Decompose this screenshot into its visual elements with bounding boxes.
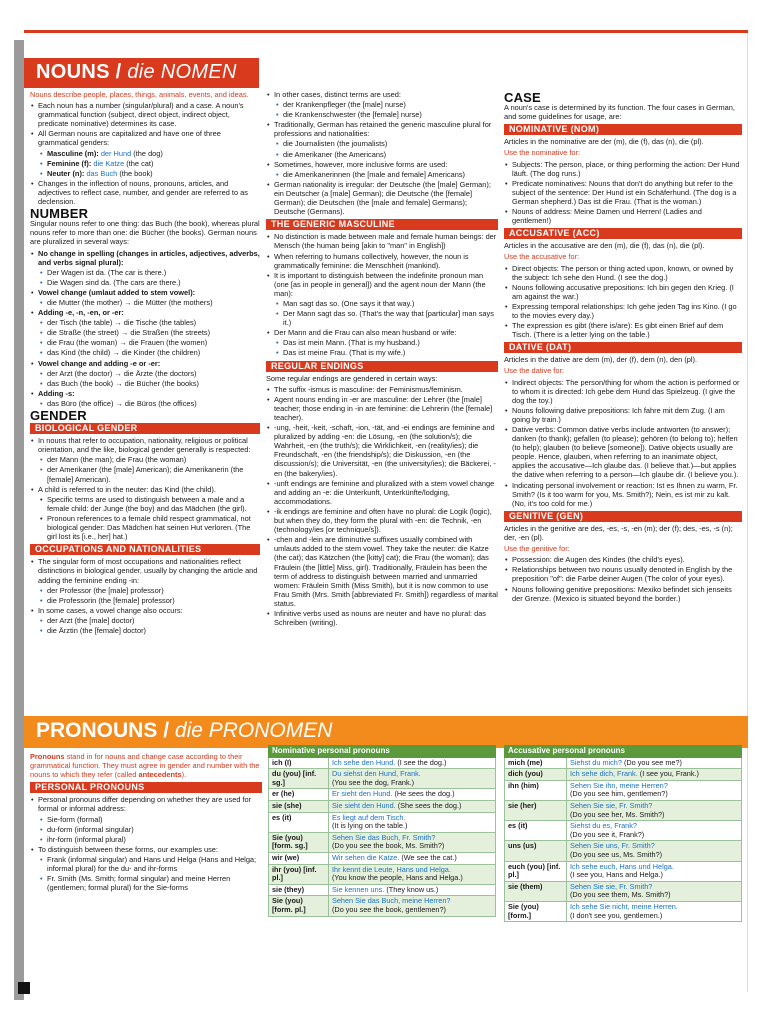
nominative-pronouns-table <box>268 745 496 917</box>
form-item: • du-form (informal singular) <box>30 825 262 834</box>
nouns-subtitle: die NOMEN <box>127 61 237 83</box>
table-row: du (you) [inf. sg.] Du siehst den Hund, Frank. (You see the dog, Frank.) <box>269 769 496 789</box>
pronouns-column <box>30 752 262 912</box>
list-item: • Subjects: The person, place, or thing performing the action: Der Hund läuft. (The dog runs.) <box>504 160 742 178</box>
nouns-banner <box>24 58 259 88</box>
list-item: • Possession: die Augen des Kindes (the child's eyes). <box>504 555 742 564</box>
dat-use: Use the dative for: <box>504 366 564 376</box>
case-intro: A noun's case is determined by its function. The four cases in German, and some guidelines for usage, are: <box>504 103 735 122</box>
gen-list <box>504 555 742 602</box>
number-heading: NUMBER <box>30 206 89 222</box>
list-item: • No change in spelling (changes in articles, adjectives, adverbs, and verbs signal plural): <box>30 249 260 267</box>
list-item: • Nouns following genitive prepositions: Mexiko befindet sich jenseits der Grenze. (Mexico is situated beyond the border.) <box>504 585 742 603</box>
example-item: • Die Wagen sind da. (The cars are there.) <box>30 278 260 287</box>
form-item: • ihr-form (informal plural) <box>30 835 262 844</box>
table-row: wir (we) Wir sehen die Katze. (We see the cat.) <box>269 852 496 864</box>
regular-intro: Some regular endings are gendered in certain ways: <box>266 373 438 383</box>
nouns-bullets <box>30 101 260 206</box>
genitive-bar: GENITIVE (GEN) <box>504 511 742 522</box>
gender-item: • Masculine (m): der Hund (the dog) <box>30 149 260 158</box>
example-item: • die Ärztin (the [female] doctor) <box>30 626 260 635</box>
example-item: • die Straße (the street) → die Straßen (the streets) <box>30 328 260 337</box>
example-item: • das Kind (the child) → die Kinder (the children) <box>30 348 260 357</box>
table-header: Accusative personal pronouns <box>505 746 742 758</box>
pronouns-subtitle: die PRONOMEN <box>174 719 333 742</box>
table-row: euch (you) [inf. pl.] Ich sehe euch, Hans und Helga. (I see you, Hans and Helga.) <box>505 861 742 881</box>
list-item: • Vowel change and adding -e or -er: <box>30 359 260 368</box>
case-heading: CASE <box>504 90 541 105</box>
example-item: • die Amerikanerinnen (the [male and female] Americans) <box>266 170 498 179</box>
list-item: • Der Mann and die Frau can also mean husband or wife: <box>266 328 498 337</box>
regular-list <box>266 385 498 627</box>
list-item: • Agent nouns ending in -er are masculine: der Lehrer (the [male] teacher; those ending in -in are feminine: die Lehrerin (the [female] teacher). <box>266 395 498 422</box>
accusative-pronouns-table <box>504 745 742 922</box>
list-item: • Adding -s: <box>30 389 260 398</box>
list-item: • In other cases, distinct terms are used: <box>266 90 498 99</box>
dat-intro: Articles in the dative are dem (m), der (f), dem (n), den (pl). <box>504 355 698 365</box>
table-row: mich (me) Siehst du mich? (Do you see me?) <box>505 757 742 769</box>
example-item: • Das ist mein Mann. (That is my husband.) <box>266 338 498 347</box>
table-row: sie (they) Sie kennen uns. (They know us.) <box>269 884 496 896</box>
list-item: • It is important to distinguish between the indefinite pronoun man (one [as in people in general]) and the agent noun der Mann (the man): <box>266 271 498 298</box>
pronouns-banner <box>24 716 748 748</box>
gen-use: Use the genitive for: <box>504 544 570 554</box>
list-item: • Nouns of address: Meine Damen und Herren! (Ladies and gentlemen!) <box>504 207 742 225</box>
bio-list <box>30 436 260 541</box>
gender-heading: GENDER <box>30 408 87 423</box>
table-row: es (it) Siehst du es, Frank? (Do you see it, Frank?) <box>505 821 742 841</box>
list-item: • To distinguish between these forms, our examples use: <box>30 845 262 854</box>
list-item: • Nouns following dative prepositions: Ich fahre mit dem Zug. (I am going by train.) <box>504 406 742 424</box>
table-row: Sie (you) [form. pl.] Sehen Sie das Buch, meine Herren? (Do you see the book, gentlemen?) <box>269 896 496 916</box>
table-row: dich (you) Ich sehe dich, Frank. (I see you, Frank.) <box>505 769 742 781</box>
example-item: • die Krankenschwester (the [female] nurse) <box>266 110 498 119</box>
table-row: es (it) Es liegt auf dem Tisch. (It is lying on the table.) <box>269 812 496 832</box>
nom-intro: Articles in the nominative are der (m), die (f), das (n), die (pl). <box>504 137 704 147</box>
list-item: • -chen and -lein are diminutive suffixes usually combined with umlauts added to the stem vowel. They take the neuter: die Katze (the cat); das Kätzchen (the [kitty] cat); die Frau (the woman); das Fräulein (the [little] Miss, girl). Traditionally, Fräulein has been the term of address to distinguish between married and unmarried women: Fräulein Smith (Miss Smith), but it is now common to use Frau Smith (Mrs. Smith [abbreviated Fr. Smith]) regardless of marital status. <box>266 535 498 608</box>
generic-masculine-bar: THE GENERIC MASCULINE <box>266 219 498 230</box>
list-item: • Vowel change (umlaut added to stem vowel): <box>30 288 260 297</box>
personal-pronouns-list <box>30 795 262 892</box>
example-item: • der Amerikaner (the [male] American); die Amerikanerin (the [female] American). <box>30 465 260 483</box>
list-item: • A child is referred to in the neuter: das Kind (the child). <box>30 485 260 494</box>
example-item: • Das ist meine Frau. (That is my wife.) <box>266 348 498 357</box>
list-item: • All German nouns are capitalized and have one of three grammatical genders: <box>30 129 260 147</box>
nouns-title: NOUNS <box>36 61 110 83</box>
personal-pronouns-bar: PERSONAL PRONOUNS <box>30 782 262 793</box>
example-item: • die Mutter (the mother) → die Mütter (the mothers) <box>30 298 260 307</box>
number-intro: Singular nouns refer to one thing: das Buch (the book), whereas plural nouns refer to more than one: die Bücher (the books). German nouns are pluralized in several ways: <box>30 219 260 247</box>
list-item: • Dative verbs: Common dative verbs include antworten (to answer); danken (to thank); gefallen (to please); gehören (to belong to); helfen (to help); glauben (to believe [someone]). Dative objects usually are people. Hence, glauben, when referring to an inanimate object, applies the accusative—Ich glaube das. (I believe that.)—but applies the dative when referring to a person—Ich glaube dir. (I believe you.). <box>504 425 742 480</box>
nouns-intro: Nouns describe people, places, things, animals, events, and ideas. <box>30 90 249 99</box>
list-item: • Predicate nominatives: Nouns that don't do anything but refer to the subject of the sentence: Der Hund ist ein Schäferhund. (The dog is a German shepherd.) Das ist die Frau. (That is the woman.) <box>504 179 742 206</box>
example-item: • die Frau (the woman) → die Frauen (the women) <box>30 338 260 347</box>
table-row: Sie (you) [form. sg.] Sehen Sie das Buch, Fr. Smith? (Do you see the book, Ms. Smith?) <box>269 832 496 852</box>
list-item: • Indicating personal involvement or reaction: Ist es Ihnen zu warm, Fr. Smith? (Is it too warm for you, Ms. Smith?); Nein, es ist mir zu kalt. (No, it's too cold for me.) <box>504 481 742 508</box>
table-row: uns (us) Sehen Sie uns, Fr. Smith? (Do you see us, Ms. Smith?) <box>505 841 742 861</box>
list-item: • When referring to humans collectively, however, the noun is grammatically feminine: die Menschheit (mankind). <box>266 252 498 270</box>
list-item: • In nouns that refer to occupation, nationality, religious or political orientation, and the like, biological gender generally is respected: <box>30 436 260 454</box>
list-item: • Changes in the inflection of nouns, pronouns, articles, and adjectives to reflect case, number, and gender are referred to as declension. <box>30 179 260 206</box>
gender-item: • Neuter (n): das Buch (the book) <box>30 169 260 178</box>
list-item: • Expressing temporal relationships: Ich gehe jeden Tag ins Kino. (I go to the movies every day.) <box>504 302 742 320</box>
example-item: • Specific terms are used to distinguish between a male and a female child: der Junge (the boy) and das Mädchen (the girl). <box>30 495 260 513</box>
generic-list <box>266 232 498 357</box>
occupations-bar: OCCUPATIONS AND NATIONALITIES <box>30 544 260 555</box>
nom-use: Use the nominative for: <box>504 148 580 158</box>
table-row: sie (she) Sie sieht den Hund. (She sees the dog.) <box>269 800 496 812</box>
example-item: • Fr. Smith (Ms. Smith; formal singular) and meine Herren (gentlemen; formal plural) for the Sie-forms <box>30 874 262 892</box>
nom-list <box>504 160 742 226</box>
example-item: • die Journalisten (the journalists) <box>266 139 498 148</box>
list-item: • Direct objects: The person or thing acted upon, known, or owned by the subject: Ich sehe den Hund. (I see the dog.) <box>504 264 742 282</box>
example-item: • Pronoun references to a female child respect grammatical, not biological gender: Das Mädchen hat seinen Hut verloren. (The girl lost its [i.e., her] hat.) <box>30 514 260 541</box>
list-item: • No distinction is made between male and female human beings: der Mensch (the human being [akin to "man" in English]) <box>266 232 498 250</box>
acc-use: Use the accusative for: <box>504 252 580 262</box>
nouns-column-1 <box>30 90 260 714</box>
list-item: • Indirect objects: The person/thing for whom the action is performed or to whom it is directed: Ich gebe dem Hund das Spielzeug. (I give the dog the toy.) <box>504 378 742 405</box>
acc-intro: Articles in the accusative are den (m), die (f), das (n), die (pl). <box>504 241 705 251</box>
example-item: • der Krankenpfleger (the [male] nurse) <box>266 100 498 109</box>
table-row: ihn (him) Sehen Sie ihn, meine Herren? (Do you see him, gentlemen?) <box>505 780 742 800</box>
table-row: Sie (you) [form.] Ich sehe Sie nicht, meine Herren. (I don't see you, gentlemen.) <box>505 901 742 921</box>
example-item: • Der Mann sagt das so. (That's the way that [particular] man says it.) <box>266 309 498 327</box>
table-row: sie (her) Sehen Sie sie, Fr. Smith? (Do you see her, Ms. Smith?) <box>505 800 742 820</box>
table-row: ihr (you) [inf. pl.] Ihr kennt die Leute, Hans und Helga. (You know the people, Hans and Helga.) <box>269 864 496 884</box>
table-row: er (he) Er sieht den Hund. (He sees the dog.) <box>269 789 496 801</box>
form-item: • Sie-form (formal) <box>30 815 262 824</box>
example-item: • Man sagt das so. (One says it that way.) <box>266 299 498 308</box>
list-item: • In some cases, a vowel change also occurs: <box>30 606 260 615</box>
example-item: • der Professor (the [male] professor) <box>30 586 260 595</box>
list-item: • -ung, -heit, -keit, -schaft, -ion, -tät, and -ei endings are feminine and pluralized by adding -en: die Lösung, -en (the solution/s); die Wahrheit, -en (the truth/s); die Wirklichkeit, -en (reality/ies); die Freundschaft, -en (the friendship/s); die Diskussion, -en (the discussion/s); die Universität, -en (the university/ies); die Bäckerei, -en (the bakery/ies). <box>266 423 498 478</box>
nouns-slash: / <box>115 61 122 83</box>
list-item: • The singular form of most occupations and nationalities reflect distinctions in biological gender, usually by changing the article and adding the feminine ending -in: <box>30 557 260 584</box>
pronouns-intro: Pronouns stand in for nouns and change case according to their grammatical function. They must agree in gender and number with the nouns to which they refer (called antecedents). <box>30 752 260 780</box>
accusative-bar: ACCUSATIVE (ACC) <box>504 228 742 239</box>
example-item: • die Professorin (the [female] professor) <box>30 596 260 605</box>
example-item: • der Arzt (the doctor) → die Ärzte (the doctors) <box>30 369 260 378</box>
nouns-column-2 <box>266 90 498 714</box>
example-item: • der Tisch (the table) → die Tische (the tables) <box>30 318 260 327</box>
top-red-rule <box>24 30 748 33</box>
dat-list <box>504 378 742 508</box>
example-item: • die Amerikaner (the Americans) <box>266 150 498 159</box>
acc-list <box>504 264 742 340</box>
gender-item: • Feminine (f): die Katze (the cat) <box>30 159 260 168</box>
example-item: • Frank (informal singular) and Hans und Helga (Hans and Helga; informal plural) for the du- and ihr-forms <box>30 855 262 873</box>
list-item: • Relationships between two nouns usually denoted in English by the preposition "of": die Farbe deiner Augen (The color of your eyes). <box>504 565 742 583</box>
list-item: • Infinitive verbs used as nouns are neuter and have no plural: das Schreiben (writing). <box>266 609 498 627</box>
occupations-list <box>30 557 260 635</box>
table-row: sie (them) Sehen Sie sie, Fr. Smith? (Do you see them, Ms. Smith?) <box>505 881 742 901</box>
corner-tab <box>18 982 30 994</box>
list-item: • The expression es gibt (there is/are): Es gibt einen Brief auf dem Tisch. (There is a letter lying on the table.) <box>504 321 742 339</box>
list-item: • German nationality is irregular: der Deutsche (the [male] German); ein Deutscher (a [male] German); die Deutsche (the [female] German); die Deutschen (the [male and female] Germans); Deutsche (Germans). <box>266 180 498 216</box>
list-item: • Sometimes, however, more inclusive forms are used: <box>266 160 498 169</box>
list-item: • Personal pronouns differ depending on whether they are used for formal or informal address: <box>30 795 262 813</box>
example-item: • das Büro (the office) → die Büros (the offices) <box>30 399 260 408</box>
example-item: • das Buch (the book) → die Bücher (the books) <box>30 379 260 388</box>
nominative-bar: NOMINATIVE (NOM) <box>504 124 742 135</box>
list-item: • -ik endings are feminine and often have no plural: die Logik (logic), but when they do, they form the plural with -en: die Technik, -en (technology/ies [or technique/s]). <box>266 507 498 534</box>
page-edge-shadow <box>14 40 24 1000</box>
list-item: • Traditionally, German has retained the generic masculine plural for professions and nationalities: <box>266 120 498 138</box>
example-item: • der Mann (the man); die Frau (the woman) <box>30 455 260 464</box>
list-item: • Each noun has a number (singular/plural) and a case. A noun's grammatical function (subject, direct object, indirect object, predicate nominative) determines its case. <box>30 101 260 128</box>
pronouns-slash: / <box>163 719 170 742</box>
plural-ways-list <box>30 249 260 409</box>
example-item: • Der Wagen ist da. (The car is there.) <box>30 268 260 277</box>
biological-gender-bar: BIOLOGICAL GENDER <box>30 423 260 434</box>
gen-intro: Articles in the genitive are des, -es, -s, -en (m); der (f); des, -es, -s (n); der, -en (pl). <box>504 523 733 543</box>
list-item: • Adding -e, -n, -en, or -er: <box>30 308 260 317</box>
dative-bar: DATIVE (DAT) <box>504 342 742 353</box>
regular-endings-bar: REGULAR ENDINGS <box>266 361 498 372</box>
case-column <box>504 90 742 714</box>
list-item: • -unft endings are feminine and pluralized with a stem vowel change and adding an -e: die Unterkunft, Unterkünfte/lodging, accommodations. <box>266 479 498 506</box>
table-header: Nominative personal pronouns <box>269 746 496 758</box>
pronouns-title: PRONOUNS <box>36 719 158 742</box>
table-row: ich (I) Ich sehe den Hund. (I see the dog.) <box>269 757 496 769</box>
list-item: • Nouns following accusative prepositions: Ich bin gegen den Krieg. (I am against the war.) <box>504 283 742 301</box>
example-item: • der Arzt (the [male] doctor) <box>30 616 260 625</box>
list-item: • The suffix -ismus is masculine: der Feminismus/feminism. <box>266 385 498 394</box>
distinct-list <box>266 90 498 216</box>
